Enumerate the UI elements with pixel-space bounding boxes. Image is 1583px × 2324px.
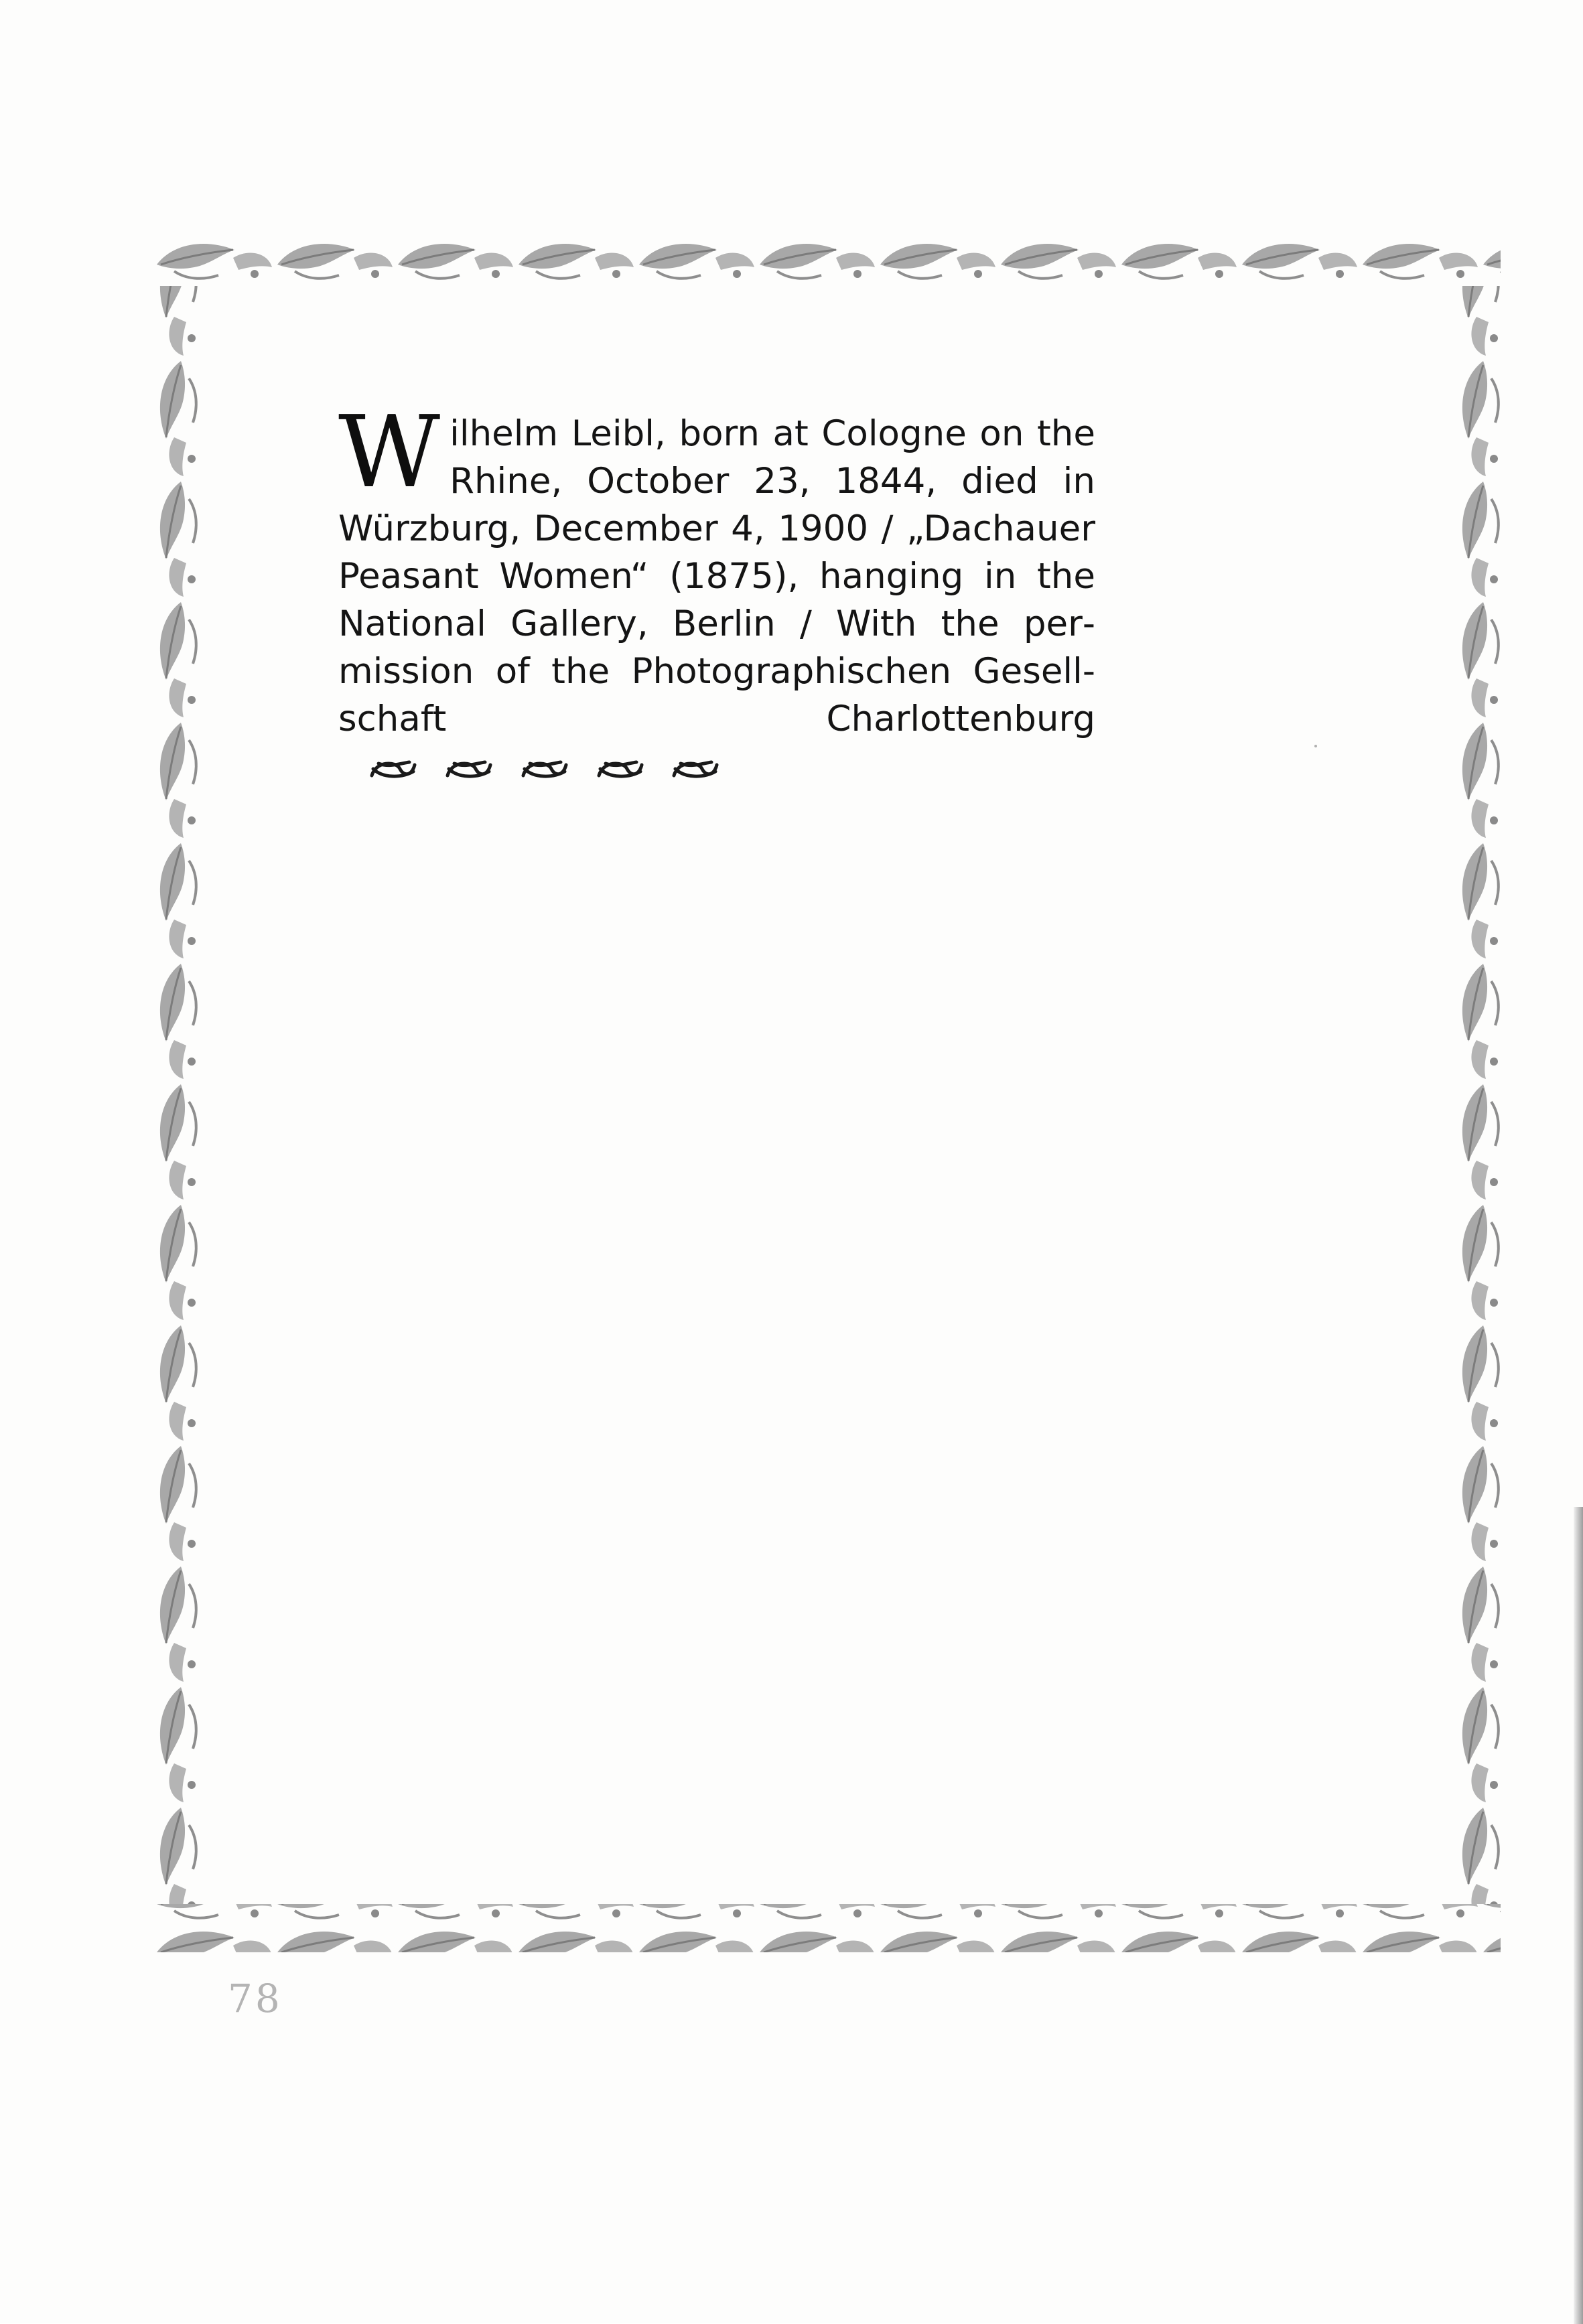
knot-ornament-icon	[521, 745, 569, 768]
caption-body: ilhelm Leibl, born at Cologne on the Rhine, October 23, 1844, died in Würzburg, December 4, 1900 / „Dachauer Peasant Women“ (1875), hanging in the National Gallery, Berlin / With the permission of the Photographischen Gesellschaft Charlottenburg	[338, 413, 1095, 739]
drop-cap: W	[338, 394, 441, 510]
page-number: 78	[228, 1976, 283, 2021]
caption-text	[338, 394, 1095, 790]
knot-ornament-icon	[596, 745, 644, 768]
ornament-row	[353, 743, 719, 790]
paper-speck	[1314, 745, 1317, 747]
page-edge-shadow	[1574, 1507, 1583, 2324]
knot-ornament-icon	[369, 745, 417, 768]
knot-ornament-icon	[671, 745, 719, 768]
knot-ornament-icon	[445, 745, 493, 768]
